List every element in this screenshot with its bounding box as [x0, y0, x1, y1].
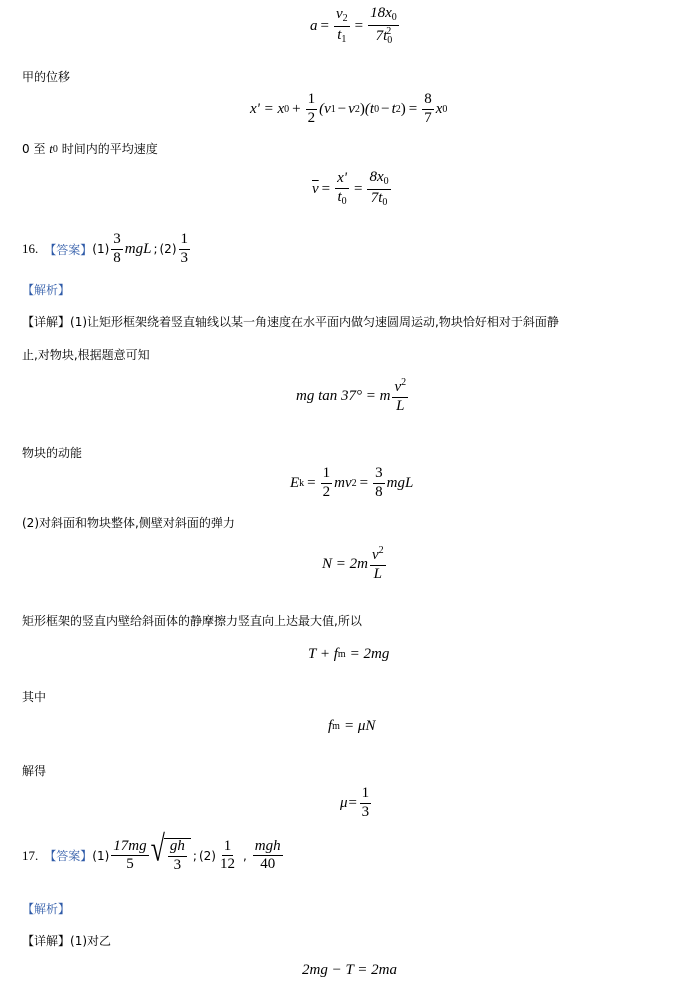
math-text: 3: [173, 856, 182, 873]
math-text: =: [354, 180, 363, 197]
math-text: gh: [169, 838, 185, 854]
separator: ;: [192, 848, 197, 863]
fraction: [367, 170, 390, 208]
math-text: 3: [361, 803, 370, 820]
label-text: 0 至: [22, 142, 46, 156]
separator: ,: [242, 848, 247, 863]
math-text: =: [307, 474, 316, 491]
text-solve: 解得: [22, 764, 47, 778]
math-text: 1: [341, 33, 347, 45]
math-text: 0: [52, 143, 58, 155]
formula-mu-result: [340, 786, 373, 821]
math-text: 17mg: [113, 837, 147, 854]
math-text: v: [348, 100, 355, 117]
part-label: (2): [159, 242, 177, 257]
fraction: [368, 6, 399, 46]
math-text: 1: [330, 103, 336, 115]
math-text: 0: [374, 103, 380, 115]
math-text: 18x: [370, 5, 392, 21]
math-text: 0: [284, 103, 290, 115]
text-among: 其中: [22, 690, 47, 704]
q17-detail: [22, 932, 111, 949]
math-text: 0: [382, 196, 388, 208]
math-text: f: [328, 718, 333, 734]
formula-tension: [308, 646, 389, 663]
q17-answer: [22, 828, 285, 874]
fraction: $\frac{x'}{t_0}$: [337, 169, 348, 207]
math-text: L: [396, 397, 405, 414]
detail-text: (1)对乙: [70, 934, 112, 948]
math-text: 0: [383, 176, 389, 187]
formula-kinetic-energy: [290, 466, 413, 501]
math-text: $\overline{v}$: [312, 180, 319, 197]
math-text: 2: [386, 25, 392, 37]
math-text: +: [292, 100, 301, 117]
math-text: t: [49, 141, 53, 156]
math-text: 2: [342, 13, 348, 24]
math-text: m: [332, 721, 340, 732]
math-text: t: [337, 26, 342, 43]
fraction: [370, 546, 386, 583]
math-text: μ=: [340, 794, 358, 811]
math-text: 0: [387, 34, 393, 46]
math-text: mgL: [386, 474, 414, 491]
formula-avg-velocity: [312, 170, 393, 208]
label-text: 时间内的平均速度: [61, 142, 158, 156]
formula-displacement: [250, 92, 447, 127]
math-text: 7t: [370, 189, 383, 206]
math-text: 2: [322, 483, 331, 500]
formula-centripetal: [296, 378, 410, 415]
text-kinetic-energy: 物块的动能: [22, 446, 83, 460]
math-text: x: [435, 100, 443, 117]
math-text: v: [394, 379, 402, 395]
math-text: (v: [319, 100, 331, 117]
math-text: = 2mg: [349, 646, 390, 662]
math-text: 2: [395, 103, 401, 115]
math-text: =: [320, 17, 329, 34]
math-text: =: [321, 180, 331, 197]
math-text: m: [337, 649, 346, 660]
q17-analysis-tag: 【解析】: [22, 902, 71, 916]
math-text: T + f: [308, 646, 338, 662]
math-text: E: [290, 474, 300, 491]
formula-max-friction: [328, 718, 375, 735]
math-text: 0: [442, 103, 448, 115]
math-text: = μN: [343, 718, 376, 734]
detail-tag: 【详解】: [22, 934, 71, 948]
detail-tag: 【详解】: [22, 315, 71, 329]
math-text: 40: [260, 856, 276, 873]
question-number: 17.: [22, 847, 39, 863]
math-text: 3: [180, 249, 188, 266]
q16-detail-line2: 止,对物块,根据题意可知: [22, 348, 150, 362]
formula-newton-second: [302, 962, 397, 979]
math-text: t: [391, 100, 396, 117]
math-text: N = 2m: [322, 555, 368, 572]
math-text: 1: [179, 232, 191, 250]
math-text: x' = x: [250, 100, 285, 117]
math-text: v: [335, 6, 343, 22]
fraction: [392, 378, 408, 415]
math-text: 3: [111, 232, 123, 250]
math-text: 1: [306, 92, 318, 110]
math-text: 3: [373, 466, 385, 484]
math-text: k: [299, 477, 305, 489]
math-text: −: [381, 100, 390, 117]
math-text: 2: [378, 545, 384, 556]
math-text: 2: [401, 377, 407, 388]
math-text: ): [359, 100, 365, 117]
math-text: 2mg − T = 2ma: [302, 962, 397, 978]
fraction: [422, 92, 434, 127]
math-text: =: [354, 17, 364, 34]
q16-part2-text: (2)对斜面和物块整体,侧壁对斜面的弹力: [22, 516, 235, 530]
answer-tag: 【答案】: [44, 242, 93, 257]
answer-tag: 【答案】: [44, 849, 93, 864]
math-text: mg tan 37° = m: [296, 387, 391, 404]
square-root: √ $\frac{gh}{3}$: [151, 838, 191, 874]
math-text: t: [337, 188, 342, 205]
math-text: 12: [219, 856, 235, 873]
math-text: 2: [354, 103, 360, 115]
part-label: (1): [92, 242, 110, 257]
text-avg-velocity: [22, 140, 158, 157]
math-text: 5: [126, 856, 134, 873]
math-text: v: [371, 547, 379, 563]
separator: ;: [153, 242, 158, 257]
math-text: 2: [351, 477, 357, 489]
math-text: 0: [341, 195, 347, 207]
math-text: 8x: [369, 169, 384, 185]
detail-text: (1)让矩形框架绕着竖直轴线以某一角速度在水平面内做匀速圆周运动,物块恰好相对于斜面静: [70, 315, 559, 329]
math-text: −: [337, 100, 347, 117]
math-text: 1: [360, 786, 372, 804]
math-text: 1: [321, 466, 333, 484]
math-text: 8: [422, 92, 434, 110]
math-text: 2: [307, 109, 316, 126]
formula-normal-force: [322, 546, 388, 583]
formula-acceleration: [310, 6, 401, 46]
part-label: (1): [92, 848, 110, 863]
question-number: 16.: [22, 241, 39, 257]
part-label: (2): [198, 848, 216, 863]
math-text: ): [400, 100, 406, 117]
math-text: 8: [113, 249, 121, 266]
math-text: mv: [334, 474, 352, 491]
math-text: =: [408, 100, 418, 117]
text-static-friction: 矩形框架的竖直内壁给斜面体的静摩擦力竖直向上达最大值,所以: [22, 614, 362, 628]
math-text: a: [310, 17, 318, 34]
q16-detail-line1: [22, 313, 559, 330]
math-text: 0: [391, 12, 397, 23]
math-text: 7: [424, 109, 432, 126]
fraction: [306, 92, 318, 127]
math-text: 8: [375, 483, 383, 500]
q16-answer: [22, 232, 192, 267]
math-text: mgh: [254, 837, 281, 854]
text-jia-displacement: 甲的位移: [22, 70, 71, 84]
q16-analysis-tag: 【解析】: [22, 283, 71, 297]
math-text: (t: [364, 100, 375, 117]
math-text: 7t: [375, 27, 388, 44]
math-text: mgL: [124, 240, 152, 257]
math-text: 1: [222, 839, 234, 857]
fraction: [334, 7, 350, 45]
math-text: =: [359, 474, 369, 491]
math-text: L: [373, 565, 382, 582]
